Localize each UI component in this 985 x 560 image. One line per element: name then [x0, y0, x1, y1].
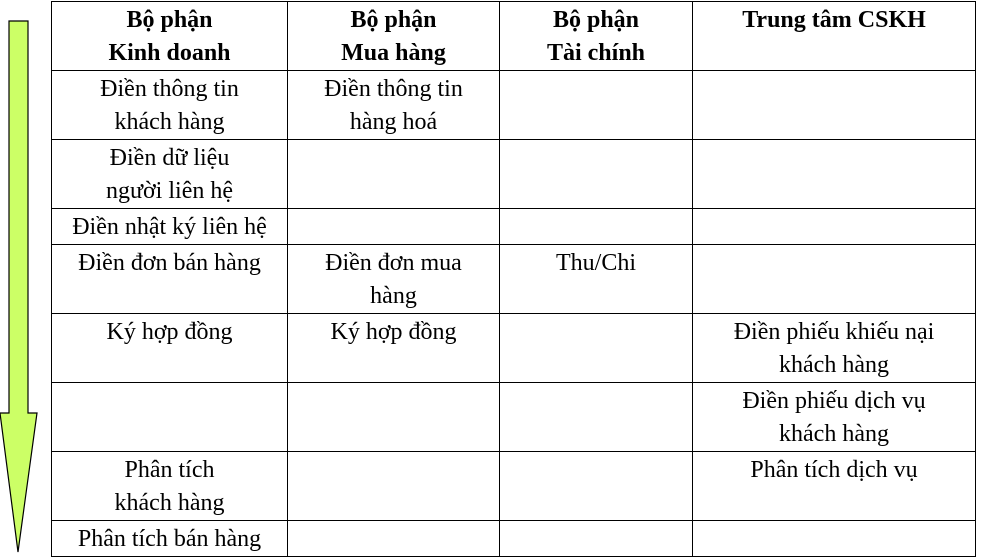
- table-cell: [52, 383, 288, 452]
- table-cell: Điền nhật ký liên hệ: [52, 209, 288, 245]
- table-cell: Phân tích dịch vụ: [693, 452, 976, 521]
- table-cell: Điền thông tin hàng hoá: [288, 71, 500, 140]
- table-cell: [288, 521, 500, 557]
- workflow-table: [51, 1, 976, 557]
- table-row: [52, 140, 976, 209]
- table-cell: [288, 383, 500, 452]
- header-finance: Bộ phận Tài chính: [500, 2, 693, 71]
- table-cell: [500, 452, 693, 521]
- table-cell: Điền đơn bán hàng: [52, 245, 288, 314]
- table-cell: [693, 521, 976, 557]
- table-cell: Điền đơn mua hàng: [288, 245, 500, 314]
- table-cell: [500, 209, 693, 245]
- table-cell: Điền dữ liệu người liên hệ: [52, 140, 288, 209]
- table-cell: Điền phiếu khiếu nại khách hàng: [693, 314, 976, 383]
- table-cell: Ký hợp đồng: [288, 314, 500, 383]
- table-row: [52, 383, 976, 452]
- table-row: [52, 209, 976, 245]
- header-sales: Bộ phận Kinh doanh: [52, 2, 288, 71]
- table-cell: [500, 140, 693, 209]
- table-row: [52, 521, 976, 557]
- table-cell: Thu/Chi: [500, 245, 693, 314]
- header-customer-care: Trung tâm CSKH: [693, 2, 976, 71]
- table-cell: [500, 383, 693, 452]
- header-purchasing: Bộ phận Mua hàng: [288, 2, 500, 71]
- header-row: [52, 2, 976, 71]
- table-row: [52, 71, 976, 140]
- table-cell: Điền thông tin khách hàng: [52, 71, 288, 140]
- table-cell: Phân tích bán hàng: [52, 521, 288, 557]
- table-row: [52, 452, 976, 521]
- table-cell: [288, 209, 500, 245]
- table-cell: [693, 209, 976, 245]
- table-cell: [500, 521, 693, 557]
- table-cell: [288, 452, 500, 521]
- table-cell: [693, 245, 976, 314]
- table-row: [52, 245, 976, 314]
- table-cell: Điền phiếu dịch vụ khách hàng: [693, 383, 976, 452]
- table-cell: [288, 140, 500, 209]
- table-cell: [693, 140, 976, 209]
- table-row: [52, 314, 976, 383]
- table-cell: [693, 71, 976, 140]
- table-cell: [500, 314, 693, 383]
- down-arrow-icon: [0, 0, 44, 560]
- table-cell: [500, 71, 693, 140]
- table-cell: Ký hợp đồng: [52, 314, 288, 383]
- table-cell: Phân tích khách hàng: [52, 452, 288, 521]
